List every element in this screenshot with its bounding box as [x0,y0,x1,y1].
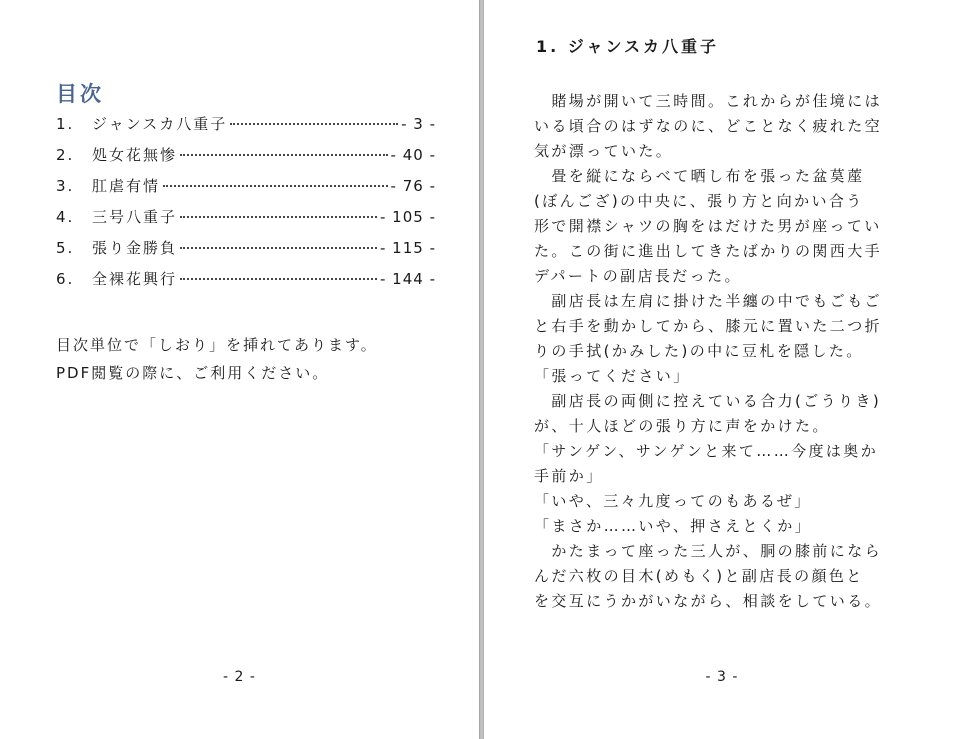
toc-entry-page: - 105 - [380,208,436,226]
toc-list [56,113,436,299]
body-line: デパートの副店長だった。 [534,267,742,285]
toc-entry-title: ジャンスカ八重子 [92,115,228,133]
body-line: と右手を動かしてから、膝元に置いた二つ折 [534,317,883,335]
toc-entry-page: - 115 - [380,239,436,257]
body-line: 畳を縦にならべて晒し布を張った盆茣蓙 [534,167,865,185]
body-line: 「サンゲン、サンゲンと来て……今度は奥か [534,442,879,460]
toc-entry-number: 6. [56,270,75,288]
toc-leader-dots [180,154,388,156]
toc-leader-dots [180,216,377,218]
toc-title: 目次 [56,82,104,106]
body-line: 形で開襟シャツの胸をはだけた男が座ってい [534,217,882,235]
bookmark-note [56,334,456,390]
toc-entry-number: 2. [56,146,75,164]
body-line: かたまって座った三人が、胴の膝前になら [534,542,883,560]
body-line: りの手拭(かみした)の中に豆札を隠した。 [534,342,864,360]
body-line: んだ六枚の目木(めもく)と副店長の顔色と [534,567,864,585]
toc-entry-page: - 76 - [390,177,436,195]
body-line: 手前か」 [534,467,604,485]
body-line: 「まさか……いや、押さえとくか」 [534,517,813,535]
note-line: PDF閲覧の際に、ご利用ください。 [56,364,330,382]
toc-entry-number: 5. [56,239,75,257]
toc-entry-number: 4. [56,208,75,226]
toc-entry-number: 3. [56,177,75,195]
toc-entry-title: 三号八重子 [92,208,178,226]
page-number: - 3 - [705,669,739,685]
body-line: (ぼんござ)の中央に、張り方と向かい合う [534,192,864,210]
toc-entry[interactable] [56,268,436,299]
note-line: 目次単位で「しおり」を挿れてあります。 [56,336,378,354]
chapter-title: 1. ジャンスカ八重子 [536,37,719,56]
chapter-body [534,89,934,614]
body-line: 賭場が開いて三時間。これからが佳境には [534,92,883,110]
body-line: 気が漂っていた。 [534,142,674,160]
toc-entry[interactable] [56,113,436,144]
body-line: 「張ってください」 [534,367,691,385]
toc-entry-title: 全裸花興行 [92,270,178,288]
toc-entry-page: - 3 - [401,115,436,133]
toc-entry[interactable] [56,237,436,268]
left-page [0,0,479,739]
toc-entry-page: - 40 - [390,146,436,164]
toc-entry[interactable] [56,144,436,175]
toc-entry-title: 肛虐有情 [92,177,161,195]
toc-leader-dots [230,123,398,125]
toc-entry-title: 処女花無惨 [92,146,178,164]
body-line: 副店長は左肩に掛けた半纏の中でもごもご [534,292,883,310]
body-line: いる頃合のはずなのに、どことなく疲れた空 [534,117,883,135]
page-number: - 2 - [223,669,256,685]
toc-entry-number: 1. [56,115,75,133]
body-line: が、十人ほどの張り方に声をかけた。 [534,417,830,435]
toc-leader-dots [180,278,377,280]
body-line: た。この街に進出してきたばかりの関西大手 [534,242,883,260]
body-line: 副店長の両側に控えている合力(ごうりき) [534,392,882,410]
body-line: 「いや、三々九度ってのもあるぜ」 [534,492,812,510]
body-line: を交互にうかがいながら、相談をしている。 [534,592,883,610]
toc-entry[interactable] [56,175,436,206]
toc-entry-title: 張り金勝負 [92,239,178,257]
right-page [484,0,960,739]
toc-leader-dots [163,185,388,187]
toc-entry-page: - 144 - [380,270,436,288]
toc-leader-dots [180,247,377,249]
toc-entry[interactable] [56,206,436,237]
